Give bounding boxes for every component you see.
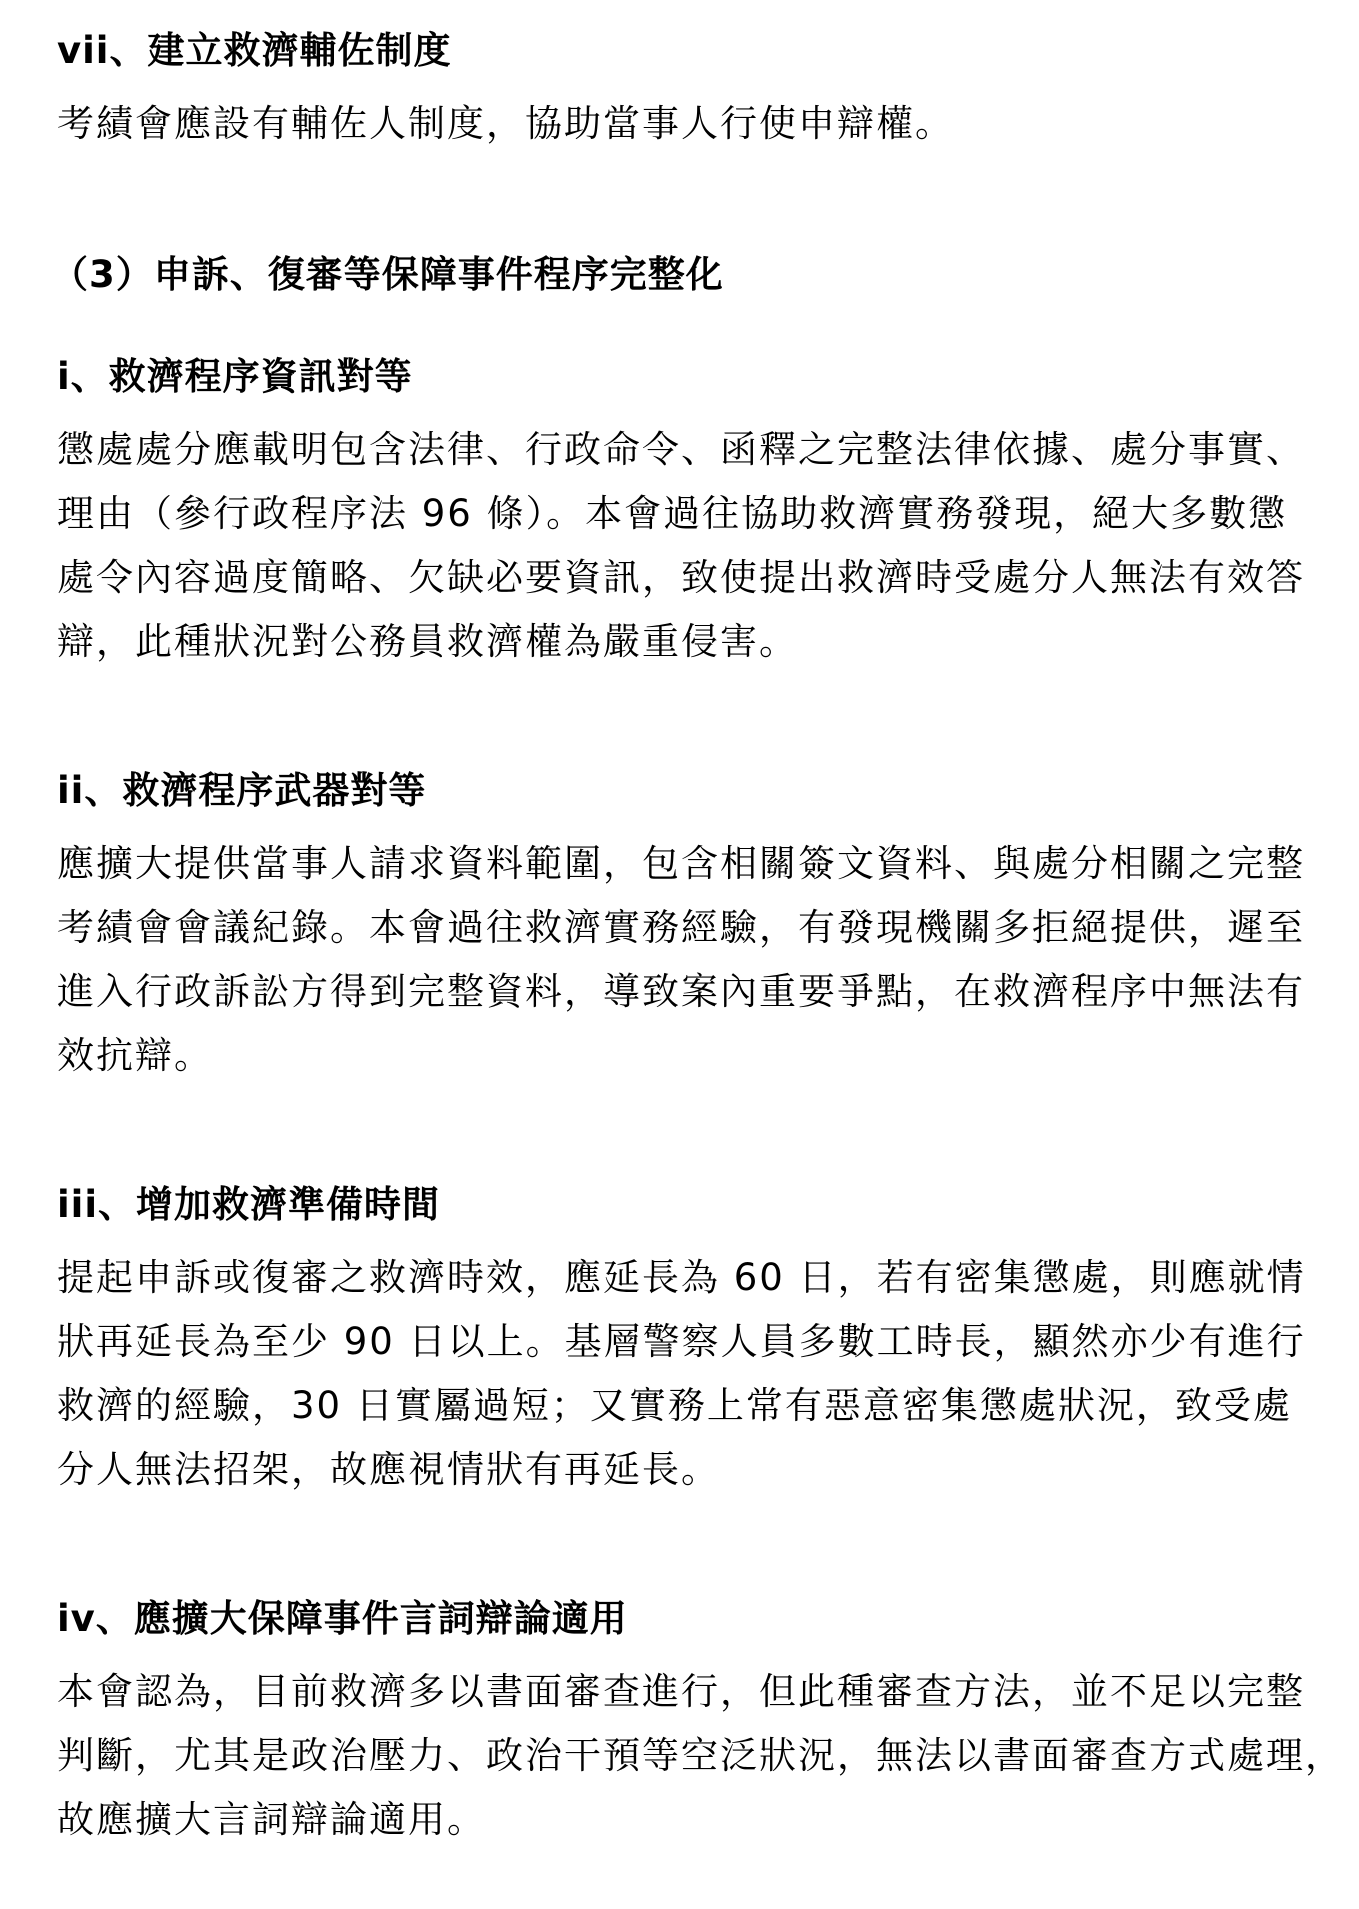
section-heading-vii: vii、建立救濟輔佐制度	[57, 29, 452, 72]
section-body-ii	[57, 832, 1347, 1088]
body-line: 故應擴大言詞辯論適用。	[57, 1798, 486, 1841]
section-body-i	[57, 418, 1347, 674]
section-heading-3: （3）申訴、復審等保障事件程序完整化	[51, 253, 724, 296]
body-line: 懲處處分應載明包含法律、行政命令、函釋之完整法律依據、處分事實、	[57, 428, 1305, 471]
body-line: 辯，此種狀況對公務員救濟權為嚴重侵害。	[57, 620, 798, 663]
document-page	[51, 20, 1347, 1852]
section-heading-iv: iv、應擴大保障事件言詞辯論適用	[57, 1597, 628, 1640]
body-line: 理由（參行政程序法 96 條）。本會過往協助救濟實務發現，絕大多數懲	[57, 492, 1288, 535]
body-line: 本會認為，目前救濟多以書面審查進行，但此種審查方法，並不足以完整	[57, 1670, 1305, 1713]
body-line: 進入行政訴訟方得到完整資料，導致案內重要爭點，在救濟程序中無法有	[57, 970, 1305, 1013]
section-heading-ii: ii、救濟程序武器對等	[57, 769, 427, 812]
body-line: 判斷，尤其是政治壓力、政治干預等空泛狀況，無法以書面審查方式處理，	[57, 1734, 1344, 1777]
section-body-vii	[57, 92, 1347, 156]
section-body-iii	[57, 1246, 1347, 1502]
body-line: 提起申訴或復審之救濟時效，應延長為 60 日，若有密集懲處，則應就情	[57, 1256, 1306, 1299]
body-line: 處令內容過度簡略、欠缺必要資訊，致使提出救濟時受處分人無法有效答	[57, 556, 1305, 599]
section-heading-iii: iii、增加救濟準備時間	[57, 1183, 441, 1226]
section-body-iv	[57, 1660, 1347, 1852]
body-line: 分人無法招架，故應視情狀有再延長。	[57, 1448, 720, 1491]
body-line: 考績會應設有輔佐人制度，協助當事人行使申辯權。	[57, 102, 954, 145]
body-line: 應擴大提供當事人請求資料範圍，包含相關簽文資料、與處分相關之完整	[57, 842, 1305, 885]
body-line: 救濟的經驗，30 日實屬過短；又實務上常有惡意密集懲處狀況，致受處	[57, 1384, 1292, 1427]
body-line: 效抗辯。	[57, 1034, 213, 1077]
body-line: 考績會會議紀錄。本會過往救濟實務經驗，有發現機關多拒絕提供，遲至	[57, 906, 1305, 949]
body-line: 狀再延長為至少 90 日以上。基層警察人員多數工時長，顯然亦少有進行	[57, 1320, 1306, 1363]
section-heading-i: i、救濟程序資訊對等	[57, 355, 413, 398]
